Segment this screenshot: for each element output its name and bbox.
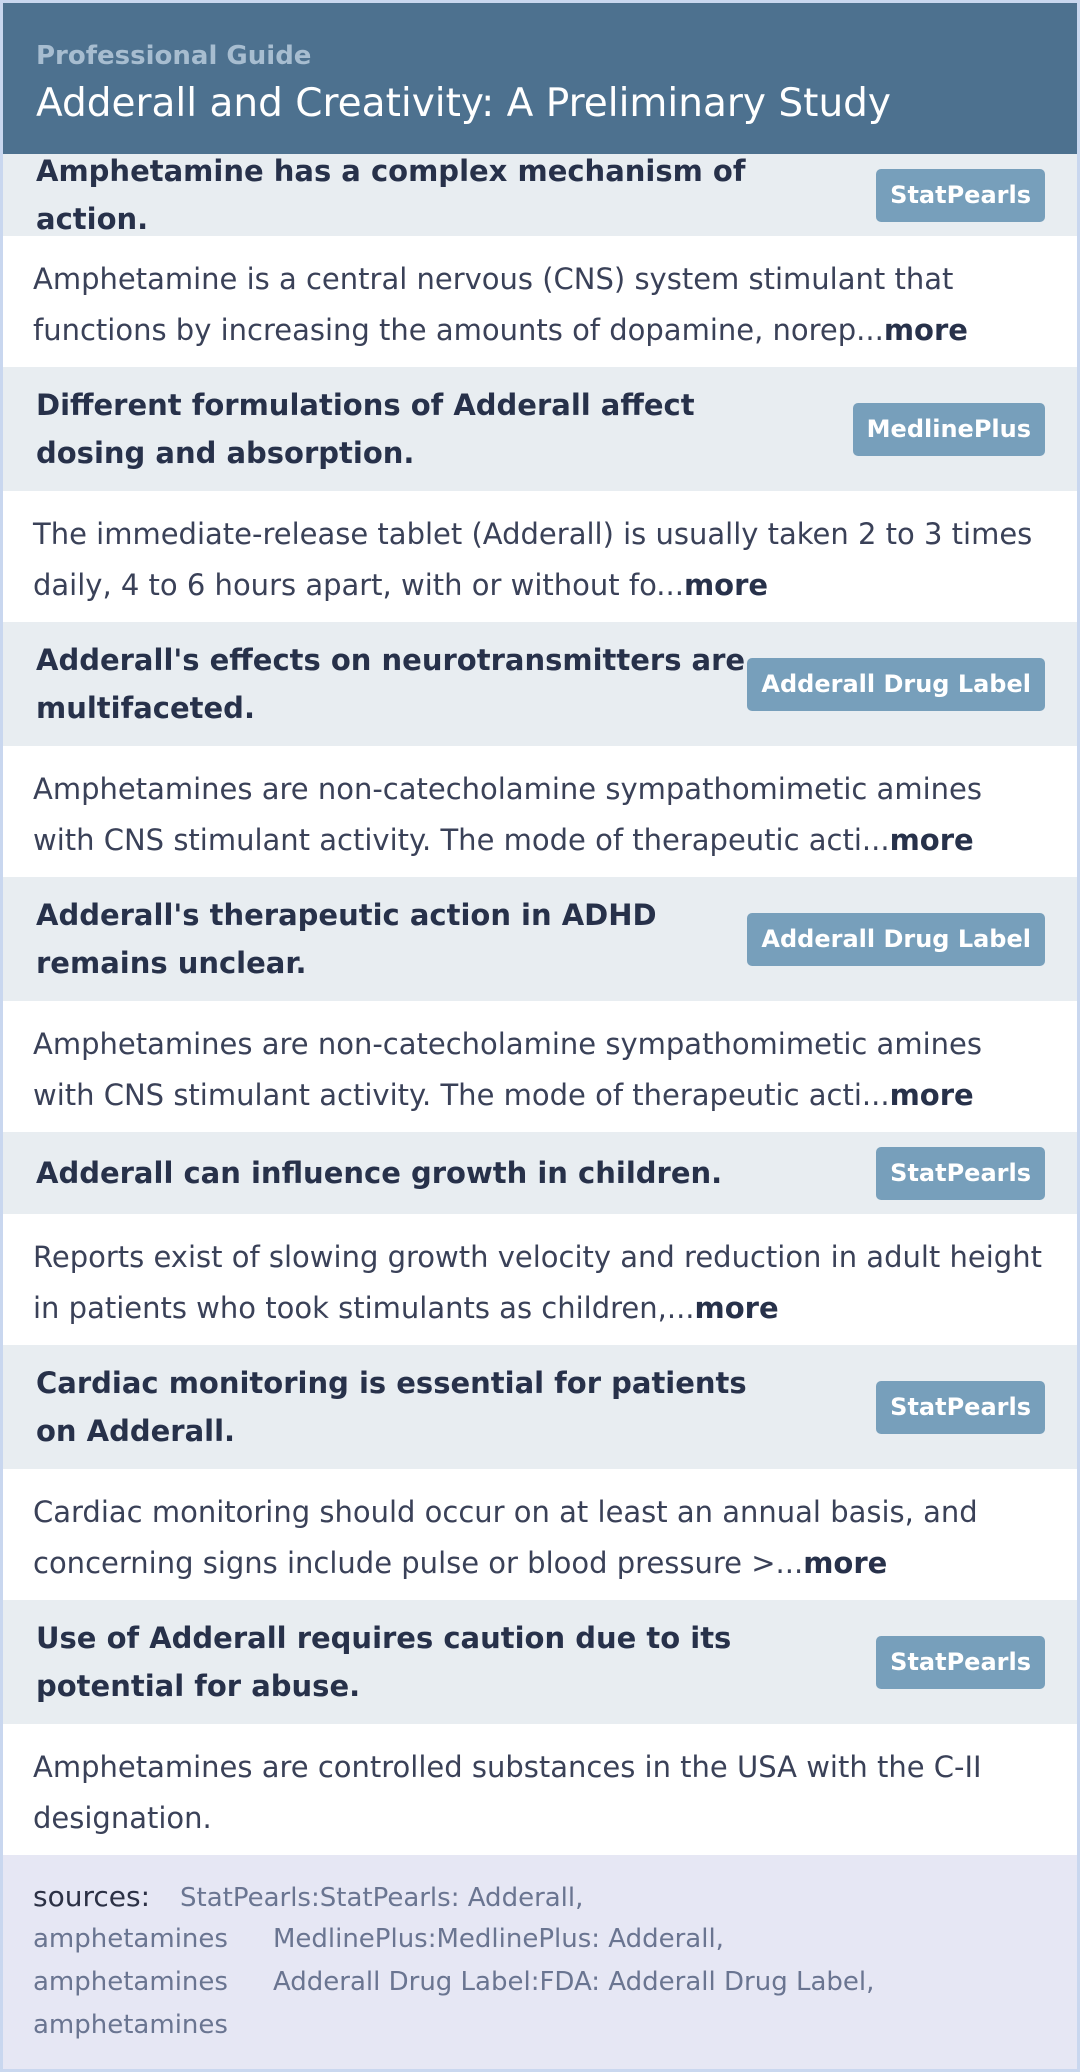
claim-title: Amphetamine has a complex mechanism of action. [36,154,746,236]
sources-line [33,1918,1047,1961]
more-link[interactable]: more [889,1078,974,1112]
claim-header [3,1132,1077,1214]
sources-label: sources: [33,1880,151,1913]
claim-excerpt: Amphetamine is a central nervous (CNS) system stimulant that functions by increasing the amounts of dopamine, norep... [33,262,954,347]
claim-header [3,1600,1077,1724]
claim-title: Adderall's effects on neurotransmitters are multifaceted. [36,643,746,725]
source-badge[interactable]: MedlinePlus [853,403,1045,456]
source-citation-cont: amphetamines [33,2010,228,2040]
claim-body [3,1724,1077,1855]
claim-body [3,746,1077,877]
claim-title: Use of Adderall requires caution due to its potential for abuse. [36,1621,732,1703]
guide-kicker: Professional Guide [36,41,312,71]
source-citation[interactable]: Adderall Drug Label:FDA: Adderall Drug Label, [272,1967,875,1997]
sources-line [33,1875,1047,1918]
claim-title: Cardiac monitoring is essential for patients on Adderall. [36,1366,747,1448]
claim-excerpt: Amphetamines are non-catecholamine sympathomimetic amines with CNS stimulant activity. The mode of therapeutic acti... [33,772,982,857]
claim-header [3,154,1077,236]
source-citation-cont: amphetamines [33,1924,228,1954]
claim-title: Adderall can influence growth in children. [36,1156,723,1190]
guide-panel [3,3,1077,2069]
claim-body [3,1214,1077,1345]
guide-title: Adderall and Creativity: A Preliminary Study [36,81,891,126]
source-badge[interactable]: Adderall Drug Label [747,913,1045,966]
claim-excerpt: Reports exist of slowing growth velocity and reduction in adult height in patients who took stimulants as children,... [33,1240,1042,1325]
more-link[interactable]: more [889,823,974,857]
source-citation-cont: amphetamines [33,1967,228,1997]
more-link[interactable]: more [694,1291,779,1325]
source-badge[interactable]: Adderall Drug Label [747,658,1045,711]
claim-excerpt: Amphetamines are controlled substances in the USA with the C-II designation. [33,1750,982,1835]
more-link[interactable]: more [683,568,769,602]
source-badge[interactable]: StatPearls [876,1381,1045,1434]
source-badge[interactable]: StatPearls [876,1636,1045,1689]
source-citation[interactable]: StatPearls:StatPearls: Adderall, [180,1883,584,1913]
more-link[interactable]: more [883,313,968,347]
claim-body [3,1001,1077,1132]
source-citation[interactable]: MedlinePlus:MedlinePlus: Adderall, [272,1924,724,1954]
guide-header [3,3,1077,154]
more-link[interactable]: more [803,1546,888,1580]
claim-header [3,622,1077,746]
sources-footer [3,1855,1077,2069]
claim-excerpt: Cardiac monitoring should occur on at least an annual basis, and concerning signs include pulse or blood pressure >... [33,1495,978,1580]
claim-body [3,491,1077,622]
source-badge[interactable]: StatPearls [876,1147,1045,1200]
claim-title: Different formulations of Adderall affect dosing and absorption. [36,388,695,470]
claim-body [3,236,1077,367]
sources-line [33,2004,1047,2047]
claim-header [3,877,1077,1001]
claim-body [3,1469,1077,1600]
sources-line [33,1961,1047,2004]
claim-title: Adderall's therapeutic action in ADHD remains unclear. [36,898,657,980]
claim-header [3,1345,1077,1469]
claim-excerpt: The immediate-release tablet (Adderall) is usually taken 2 to 3 times daily, 4 to 6 hours apart, with or without fo... [33,517,1033,602]
claim-excerpt: Amphetamines are non-catecholamine sympathomimetic amines with CNS stimulant activity. The mode of therapeutic acti... [33,1027,982,1112]
claim-header [3,367,1077,491]
source-badge[interactable]: StatPearls [876,169,1045,222]
